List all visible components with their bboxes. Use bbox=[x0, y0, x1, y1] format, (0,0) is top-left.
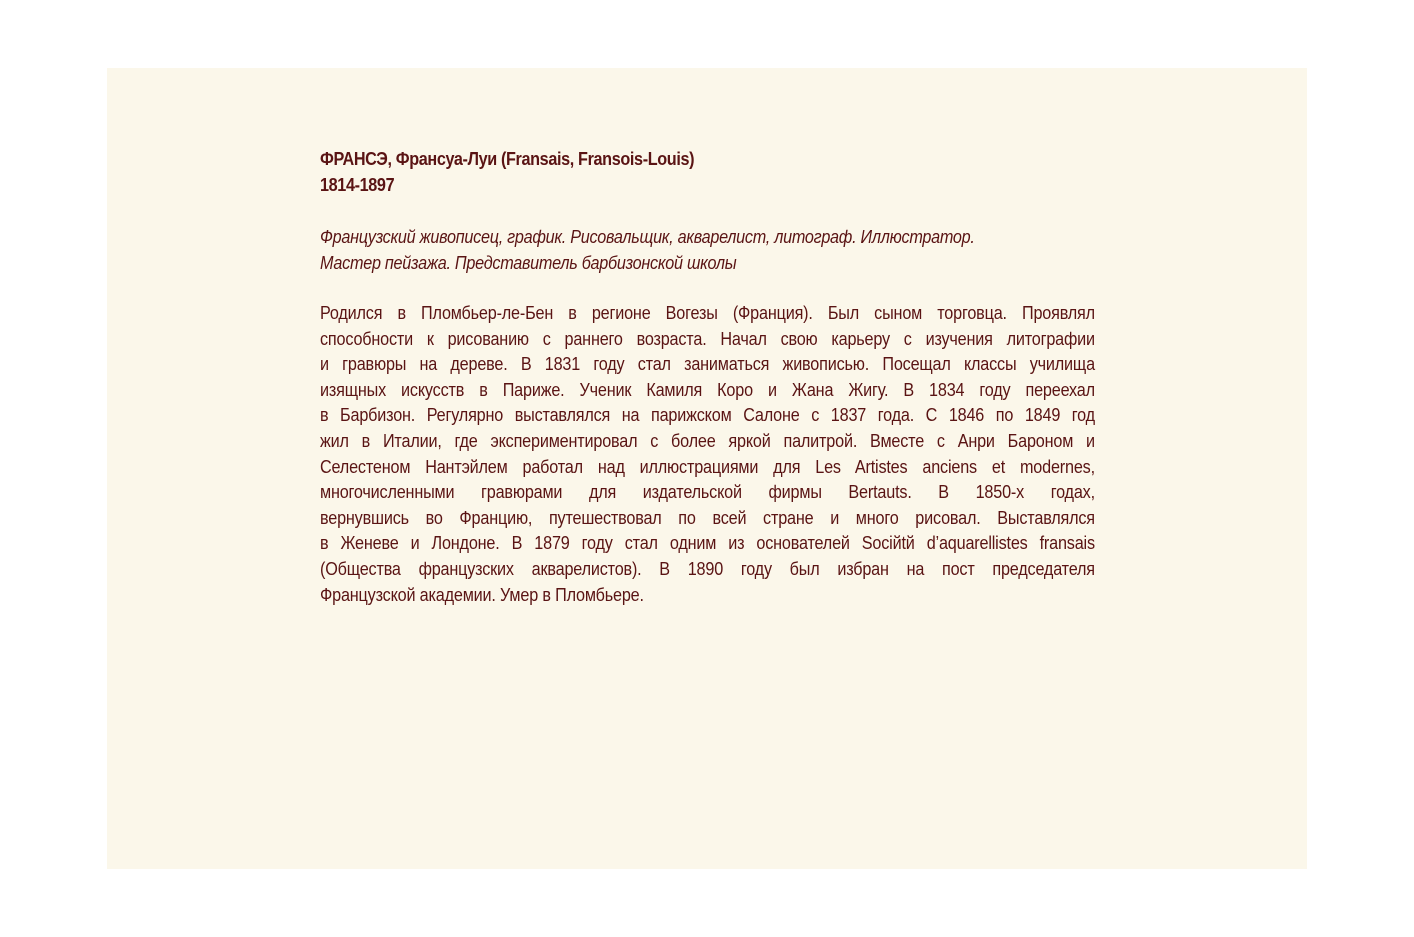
bio-line: Французской академии. Умер в Пломбьере. bbox=[320, 584, 644, 605]
bio-line: способности к рисованию с раннего возраста. Начал свою карьеру с изучения литографии bbox=[320, 328, 1095, 349]
artist-title: ФРАНСЭ, Франсуа-Луи (Fransais, Fransois-Louis) bbox=[320, 149, 695, 169]
bio-line: (Общества французских акварелистов). В 1890 году был избран на пост председателя bbox=[320, 558, 1095, 579]
subtitle-line: Мастер пейзажа. Представитель барбизонской школы bbox=[320, 253, 737, 273]
artist-entry bbox=[320, 146, 1095, 608]
subtitle-line: Французский живописец, график. Рисовальщик, акварелист, литограф. Иллюстратор. bbox=[320, 227, 975, 247]
artist-biography bbox=[320, 301, 1095, 608]
bio-line: жил в Италии, где экспериментировал с более яркой палитрой. Вместе с Анри Бароном и bbox=[320, 430, 1095, 451]
artist-years: 1814-1897 bbox=[320, 175, 395, 195]
bio-line: в Барбизон. Регулярно выставлялся на парижском Салоне с 1837 года. С 1846 по 1849 год bbox=[320, 405, 1095, 426]
bio-line: и гравюры на дереве. В 1831 году стал заниматься живописью. Посещал классы училища bbox=[320, 354, 1095, 375]
bio-line: вернувшись во Францию, путешествовал по всей стране и много рисовал. Выставлялся bbox=[320, 507, 1095, 528]
bio-line: Селестеном Нантэйлем работал над иллюстрациями для Les Artistes anciens et modernes, bbox=[320, 456, 1095, 477]
artist-subtitle bbox=[320, 224, 1094, 276]
bio-line: в Женеве и Лондоне. В 1879 году стал одним из основателей Sociйtй d’aquarellistes fransais bbox=[320, 533, 1095, 554]
bio-line: изящных искусств в Париже. Ученик Камиля Коро и Жана Жигу. В 1834 году переехал bbox=[320, 379, 1095, 400]
document-page bbox=[107, 68, 1307, 869]
bio-line: Родился в Пломбьер-ле-Бен в регионе Вогезы (Франция). Был сыном торговца. Проявлял bbox=[320, 303, 1095, 323]
bio-line: многочисленными гравюрами для издательской фирмы Bertauts. В 1850-х годах, bbox=[320, 482, 1095, 503]
